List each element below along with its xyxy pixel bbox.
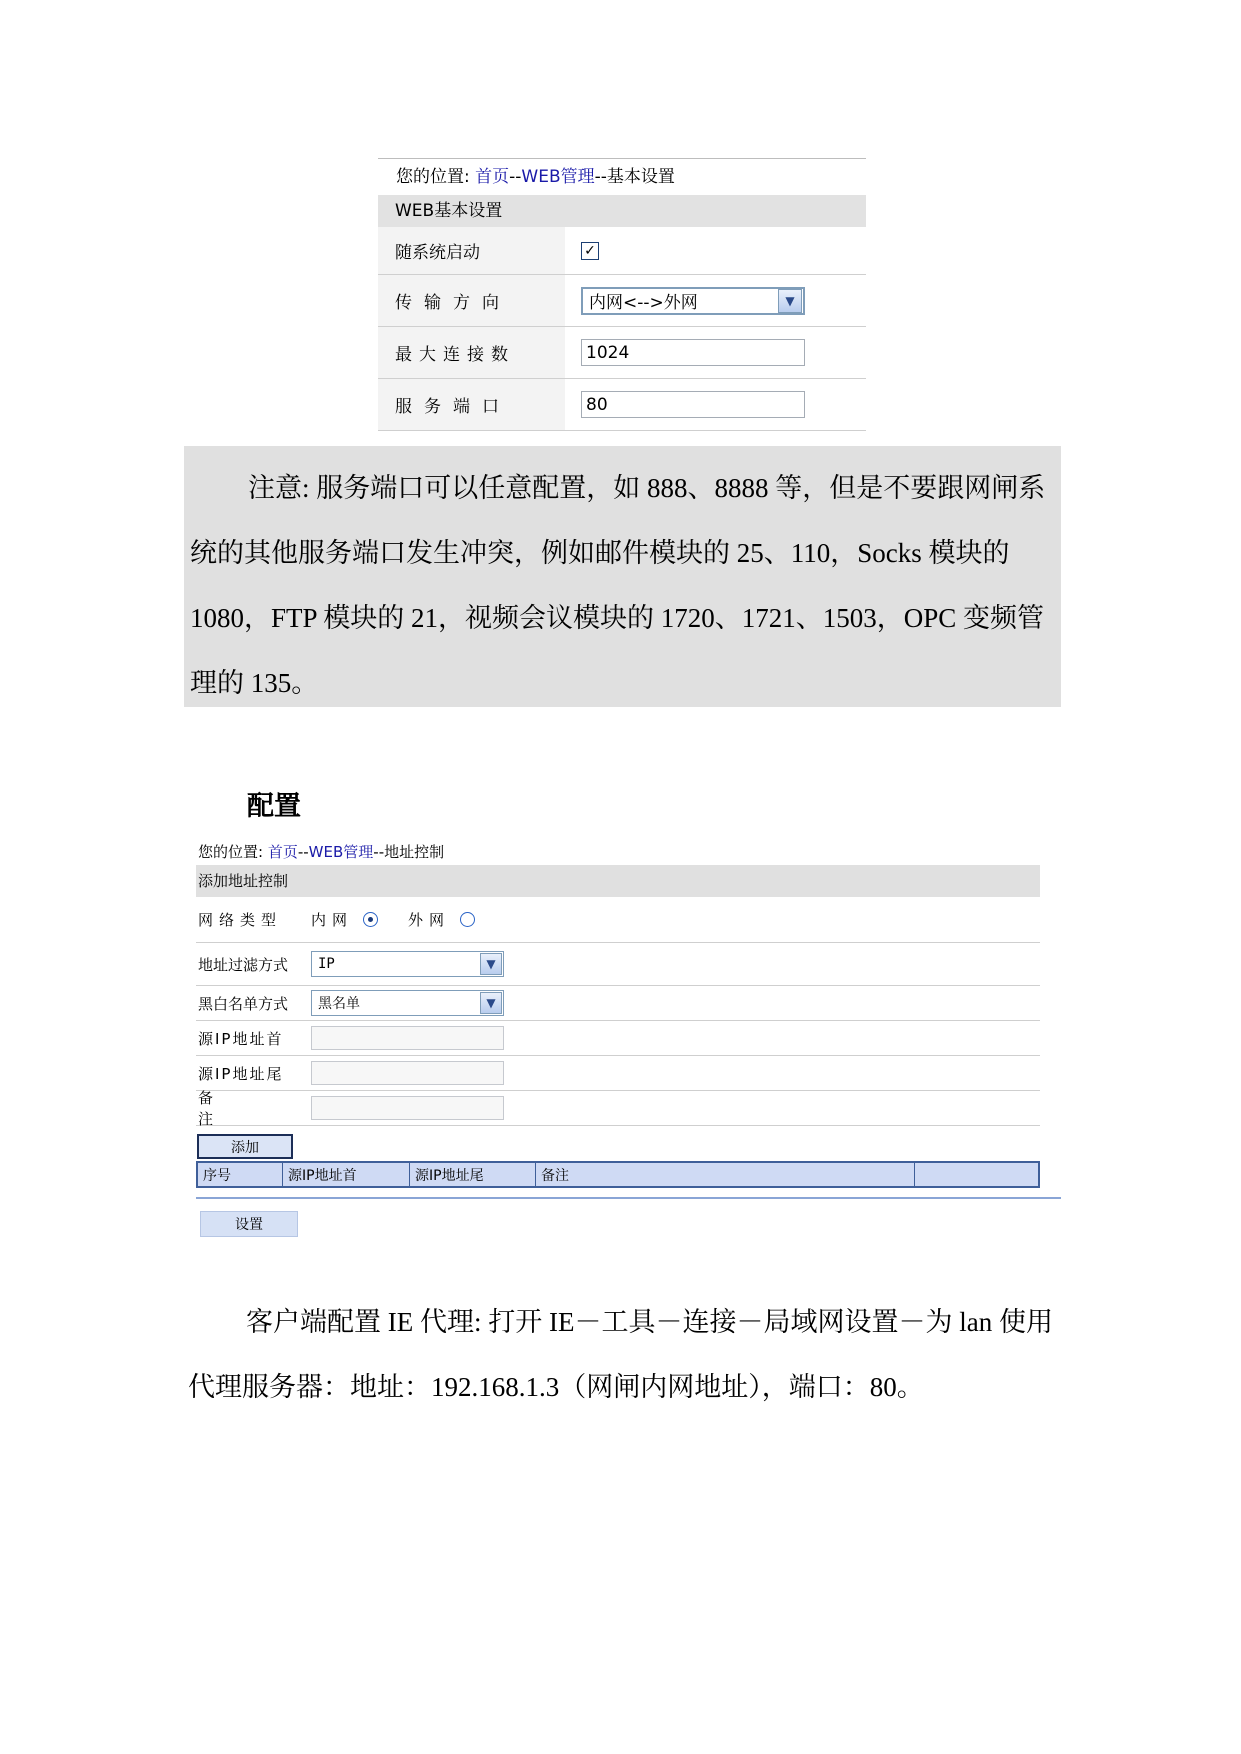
src-start-row xyxy=(196,1021,1040,1056)
breadcrumb-current: 基本设置 xyxy=(606,167,675,187)
list-row xyxy=(196,986,1040,1021)
radio-selected-icon xyxy=(368,917,373,922)
breadcrumb-home-link[interactable]: 首页 xyxy=(267,843,298,861)
section-title: WEB基本设置 xyxy=(378,195,866,227)
net-type-row xyxy=(196,897,1040,943)
net-inner-label: 内网 xyxy=(311,911,354,929)
set-button[interactable]: 设置 xyxy=(200,1211,298,1237)
note-text: 注意: 服务端口可以任意配置，如 888、8888 等，但是不要跟网闸系统的其他服务端口发生冲突，例如邮件模块的 25、110，Socks 模块的 1080，FTP 模块的 21，视频会议模块的 1720、1721、1503，OPC 变频管理的 135。 xyxy=(190,473,1046,698)
net-outer-radio[interactable] xyxy=(460,912,475,927)
filter-select-value: IP xyxy=(318,956,335,972)
address-control-panel xyxy=(196,840,1061,1237)
maxconn-label: 最大连接数 xyxy=(378,327,565,378)
remark-row xyxy=(196,1091,1040,1126)
list-select-value: 黑名单 xyxy=(318,996,360,1012)
filter-label: 地址过滤方式 xyxy=(198,955,289,974)
direction-row xyxy=(378,274,866,327)
filter-select[interactable] xyxy=(311,951,504,977)
src-end-row xyxy=(196,1056,1040,1091)
chevron-down-icon[interactable]: ▼ xyxy=(778,289,802,313)
breadcrumb-prefix: 您的位置: xyxy=(198,843,268,861)
direction-select-value: 内网<-->外网 xyxy=(589,293,698,313)
port-label: 服务端口 xyxy=(378,379,565,430)
breadcrumb-separator: -- xyxy=(509,167,522,187)
port-input[interactable]: 80 xyxy=(581,391,805,418)
autostart-row xyxy=(378,227,866,274)
filter-row xyxy=(196,943,1040,986)
breadcrumb-separator: -- xyxy=(373,843,385,861)
autostart-label: 随系统启动 xyxy=(378,227,565,274)
direction-label: 传输方向 xyxy=(378,275,565,326)
breadcrumb-separator: -- xyxy=(297,843,309,861)
add-button[interactable]: 添加 xyxy=(197,1134,293,1159)
table-bottom-line xyxy=(196,1197,1061,1199)
client-config-text: 客户端配置 IE 代理: 打开 IE－工具－连接－局域网设置－为 lan 使用代理服务器：地址：192.168.1.3（网闸内网地址），端口：80。 xyxy=(188,1307,1053,1402)
web-basic-settings-panel xyxy=(378,158,866,431)
table-header-remark: 备注 xyxy=(536,1163,915,1186)
net-type-label: 网络类型 xyxy=(198,911,283,929)
note-block xyxy=(184,446,1061,707)
direction-select[interactable] xyxy=(581,287,805,315)
breadcrumb-separator: -- xyxy=(594,167,607,187)
address-table-header xyxy=(196,1161,1040,1188)
port-row xyxy=(378,379,866,431)
src-end-input[interactable] xyxy=(311,1061,504,1085)
client-config-paragraph xyxy=(188,1290,1063,1420)
breadcrumb xyxy=(196,840,1061,865)
chevron-down-icon[interactable]: ▼ xyxy=(480,992,502,1014)
src-start-input[interactable] xyxy=(311,1026,504,1050)
maxconn-input[interactable]: 1024 xyxy=(581,339,805,366)
breadcrumb-prefix: 您的位置: xyxy=(396,167,476,187)
breadcrumb-home-link[interactable]: 首页 xyxy=(475,167,510,187)
chevron-down-icon[interactable]: ▼ xyxy=(480,953,502,975)
remark-label: 备注 xyxy=(198,1089,272,1128)
table-header-index: 序号 xyxy=(198,1163,283,1186)
breadcrumb-web-link[interactable]: WEB管理 xyxy=(308,843,374,861)
checkmark-icon: ✓ xyxy=(584,242,596,259)
remark-input[interactable] xyxy=(311,1096,504,1120)
breadcrumb-web-link[interactable]: WEB管理 xyxy=(521,167,595,187)
net-outer-label: 外网 xyxy=(408,911,451,929)
table-header-src-start: 源IP地址首 xyxy=(283,1163,410,1186)
maxconn-row xyxy=(378,327,866,379)
net-inner-radio[interactable] xyxy=(363,912,378,927)
breadcrumb xyxy=(378,159,866,195)
table-header-src-end: 源IP地址尾 xyxy=(410,1163,536,1186)
src-start-label: 源IP地址首 xyxy=(198,1029,284,1048)
list-select[interactable] xyxy=(311,990,504,1016)
breadcrumb-current: 地址控制 xyxy=(384,843,445,861)
table-header-action xyxy=(915,1163,1038,1186)
config-heading: 配置 xyxy=(247,791,301,822)
autostart-checkbox[interactable] xyxy=(581,242,599,260)
src-end-label: 源IP地址尾 xyxy=(198,1064,284,1083)
list-label: 黑白名单方式 xyxy=(198,994,289,1013)
section-title: 添加地址控制 xyxy=(196,865,1040,897)
